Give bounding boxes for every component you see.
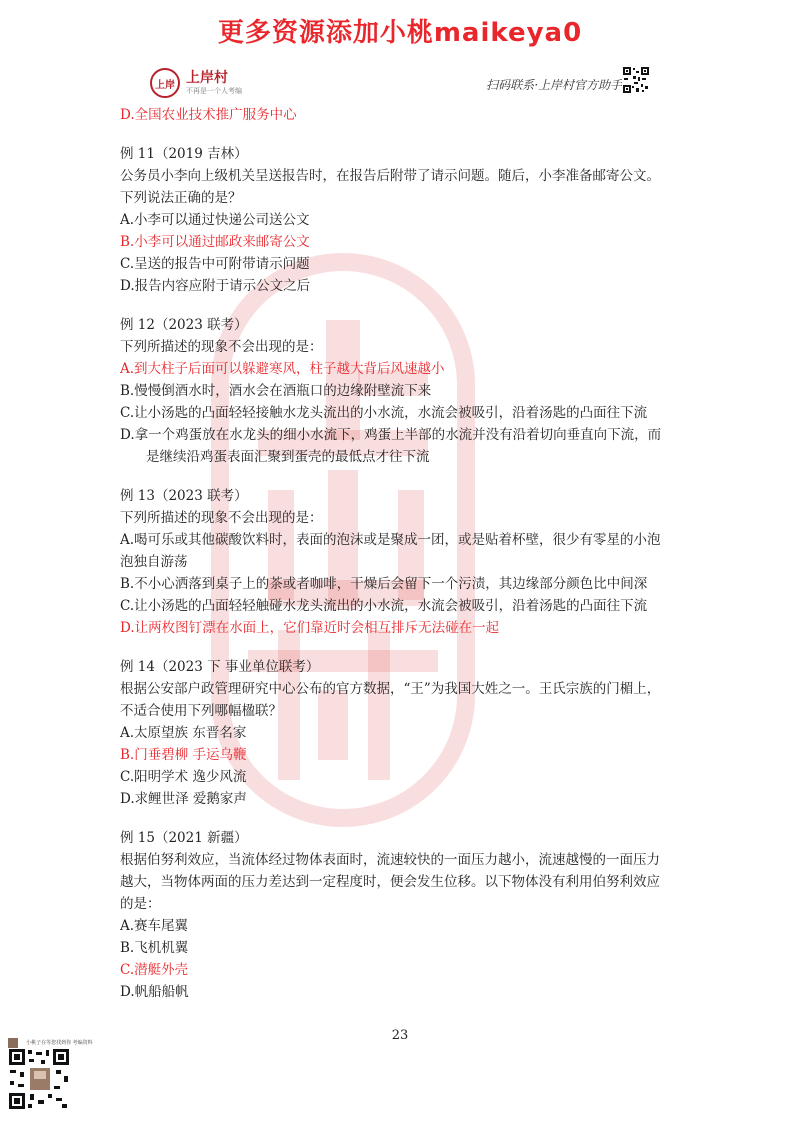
- answer-line: B.小李可以通过邮政来邮寄公文: [120, 234, 310, 250]
- logo-name: 上岸村: [186, 70, 228, 86]
- answer-line: A.到大柱子后面可以躲避寒风，柱子越大背后风速越小: [120, 361, 445, 377]
- text-line: 下列说法正确的是？: [120, 190, 242, 206]
- text-line: 例 15（2021 新疆）: [120, 830, 248, 846]
- header-contact-text: 扫码联系·上岸村官方助手: [486, 78, 622, 92]
- answer-line: D.让两枚图钉漂在水面上，它们靠近时会相互排斥无法碰在一起: [120, 620, 500, 636]
- text-line: 根据伯努利效应，当流体经过物体表面时，流速较快的一面压力越小，流速越慢的一面压力: [120, 852, 660, 868]
- text-line: 公务员小李向上级机关呈送报告时，在报告后附带了请示问题。随后，小李准备邮寄公文。: [120, 168, 660, 184]
- section-gap: [120, 468, 690, 485]
- answer-line: C.潜艇外壳: [120, 962, 189, 978]
- text-line: 泡独自游荡: [120, 554, 188, 570]
- text-line: 例 14（2023 下 事业单位联考）: [120, 659, 320, 675]
- section-gap: [120, 126, 690, 143]
- promo-banner: 更多资源添加小桃maikeya0: [217, 18, 583, 48]
- section-gap: [120, 297, 690, 314]
- text-line: 根据公安部户政管理研究中心公布的官方数据，“王”为我国大姓之一。王氏宗族的门楣上，: [120, 681, 661, 697]
- text-line: C.呈送的报告中可附带请示问题: [120, 256, 310, 272]
- text-line: C.让小汤匙的凸面轻轻触碰水龙头流出的小水流，水流会被吸引，沿着汤匙的凸面往下流: [120, 598, 648, 614]
- section-gap: [120, 810, 690, 827]
- text-line: D.求鲤世泽 爱鹅家声: [120, 791, 247, 807]
- text-line: 的是：: [120, 896, 161, 912]
- document-body: [120, 104, 690, 1003]
- text-line: B.慢慢倒酒水时，酒水会在酒瓶口的边缘附壁流下来: [120, 383, 432, 399]
- text-line: 下列所描述的现象不会出现的是：: [120, 339, 323, 355]
- text-line: 例 12（2023 联考）: [120, 317, 248, 333]
- text-line: 下列所描述的现象不会出现的是：: [120, 510, 323, 526]
- qr-code-icon: [8, 1048, 70, 1110]
- text-line: 越大，当物体两面的压力差达到一定程度时，便会发生位移。以下物体没有利用伯努利效应: [120, 874, 660, 890]
- answer-line: D.全国农业技术推广服务中心: [120, 107, 297, 123]
- text-line: 例 11（2019 吉林）: [120, 146, 248, 162]
- text-line: D.帆船船帆: [120, 984, 189, 1000]
- text-line: 例 13（2023 联考）: [120, 488, 248, 504]
- text-line: B.不小心洒落到桌子上的茶或者咖啡，干燥后会留下一个污渍，其边缘部分颜色比中间深: [120, 576, 648, 592]
- answer-line: B.门垂碧柳 手运乌鞭: [120, 747, 247, 763]
- text-line: A.太原望族 东晋名家: [120, 725, 247, 741]
- text-line: B.飞机机翼: [120, 940, 189, 956]
- page-number: 23: [391, 1028, 409, 1043]
- text-line: A.赛车尾翼: [120, 918, 189, 934]
- qr-code-icon: [622, 66, 650, 94]
- section-gap: [120, 639, 690, 656]
- text-line: D.拿一个鸡蛋放在水龙头的细小水流下，鸡蛋上半部的水流并没有沿着切向垂直向下流，而: [120, 427, 662, 443]
- text-line: C.阳明学术 逸少风流: [120, 769, 247, 785]
- text-line: 不适合使用下列哪幅楹联？: [120, 703, 282, 719]
- text-line: A.小李可以通过快递公司送公文: [120, 212, 310, 228]
- logo-tagline: 不再是一个人考编: [186, 87, 242, 95]
- text-line: 是继续沿鸡蛋表面汇聚到蛋壳的最低点才往下流: [146, 449, 430, 465]
- footer-caption: 小桃子在等您找到你 考编资料: [26, 1040, 93, 1046]
- text-line: A.喝可乐或其他碳酸饮料时，表面的泡沫或是聚成一团，或是贴着杯壁，很少有零星的小泡: [120, 532, 661, 548]
- text-line: C.让小汤匙的凸面轻轻接触水龙头流出的小水流，水流会被吸引，沿着汤匙的凸面往下流: [120, 405, 648, 421]
- text-line: D.报告内容应附于请示公文之后: [120, 278, 311, 294]
- brand-logo: [150, 68, 242, 98]
- logo-seal-icon: 上岸: [150, 68, 180, 98]
- avatar-icon: [8, 1038, 18, 1048]
